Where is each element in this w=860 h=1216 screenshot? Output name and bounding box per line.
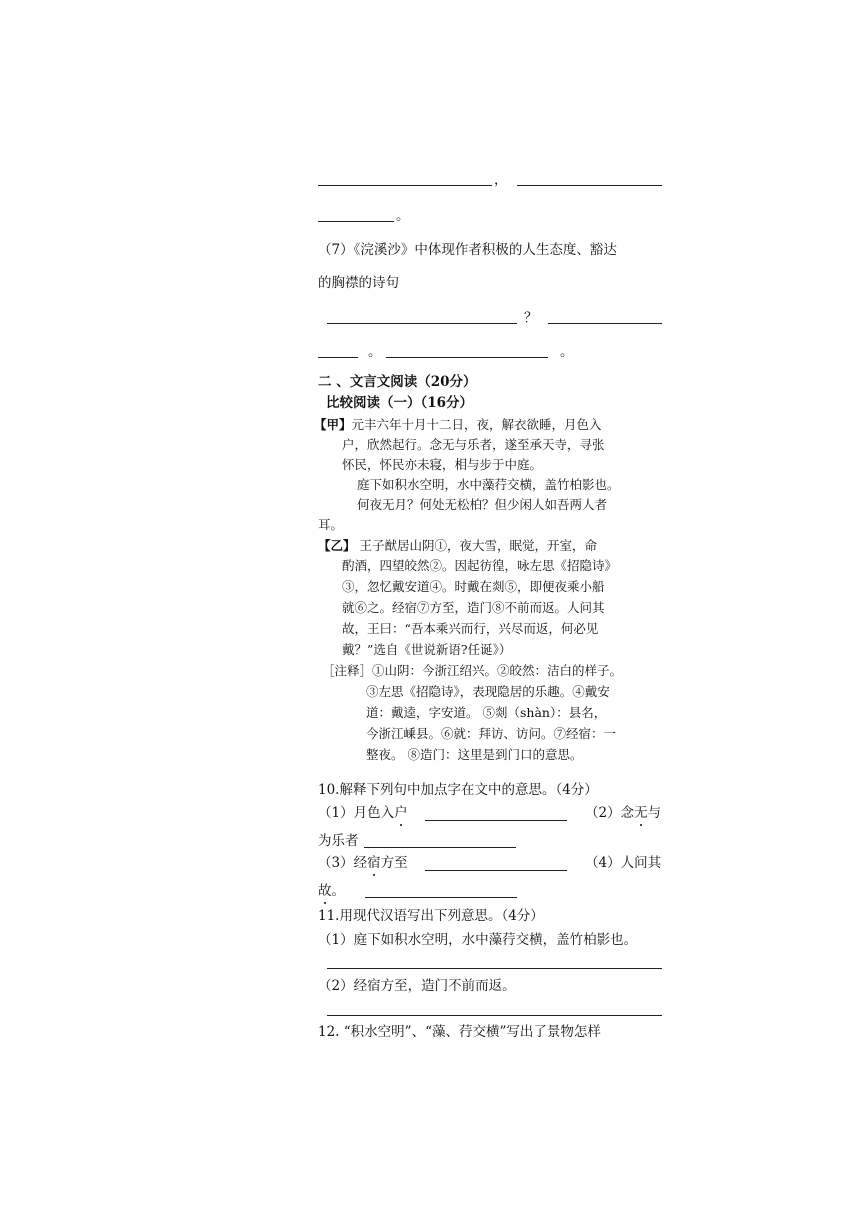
jia-line1 <box>314 415 602 433</box>
q10-item3-text: （3）经 <box>318 855 368 871</box>
period-mark: 。 <box>560 344 574 360</box>
answer-blank[interactable] <box>318 357 358 358</box>
answer-blank[interactable] <box>386 357 548 358</box>
notes-line2: ③左思《招隐诗》，表现隐居的乐趣。④戴安 <box>366 684 610 699</box>
q10-item4-text: 。 <box>331 883 345 899</box>
yi-text: 王子猷居山阴①，夜大雪，眠觉，开室，命 <box>355 538 597 553</box>
answer-blank[interactable] <box>548 323 662 324</box>
answer-blank[interactable] <box>365 897 517 898</box>
jia-tag: 【甲】 <box>314 417 352 432</box>
answer-blank[interactable] <box>318 221 394 222</box>
q11-item1: （1）庭下如积水空明，水中藻荇交横，盖竹柏影也。 <box>318 932 638 948</box>
notes-line1 <box>322 661 622 679</box>
period-mark: 。 <box>368 344 382 360</box>
answer-blank[interactable] <box>327 1015 662 1016</box>
q10-item2-text: （2）念 <box>585 805 635 821</box>
notes-line5: 整夜。 ⑧造门：这里是到门口的意思。 <box>366 747 583 762</box>
answer-blank[interactable] <box>327 323 517 324</box>
answer-blank[interactable] <box>517 185 662 186</box>
jia-line5: 何夜无月？何处无松柏？但少闲人如吾两人者 <box>357 497 608 512</box>
q10-item2 <box>585 803 661 824</box>
yi-line3: ③，忽忆戴安道④。时戴在剡⑤，即便夜乘小船 <box>342 579 605 594</box>
q11-item2: （2）经宿方至，造门不前而返。 <box>318 978 516 994</box>
answer-blank[interactable] <box>318 185 492 186</box>
q7-line2: 的胸襟的诗句 <box>318 275 399 291</box>
jia-line2: 户，欣然起行。念无与乐者，遂至承天寺，寻张 <box>342 437 605 452</box>
answer-blank[interactable] <box>425 870 567 871</box>
notes-line3: 道：戴逵，字安道。 ⑤剡（shàn）：县名， <box>366 705 607 720</box>
q7-line1: （7）《浣溪沙》中体现作者积极的人生态度、豁达 <box>318 242 617 258</box>
q12-line1: 12. “积水空明”、“藻、荇交横”写出了景物怎样 <box>318 1024 601 1040</box>
yi-line6: 戴？”选自《世说新语?任诞》） <box>342 642 512 657</box>
jia-line6: 耳。 <box>318 517 344 532</box>
yi-line5: 故，王曰：“吾本乘兴而行，兴尽而返，何必见 <box>342 621 599 636</box>
section-subtitle: 比较阅读（一）（16分） <box>326 395 474 411</box>
q10-item1-text: （1）月色入 <box>318 805 395 821</box>
period-mark: 。 <box>396 208 410 224</box>
q10-item3-text: 方至 <box>380 855 408 871</box>
q10-item3 <box>318 853 408 874</box>
q10-item1 <box>318 803 408 824</box>
yi-line2: 酌酒，四望皎然②。因起彷徨，咏左思《招隐诗》 <box>342 558 618 573</box>
q10-item2-text: 与 <box>647 805 662 821</box>
yi-line4: 就⑥之。经宿⑦方至，造门⑧不前而返。人问其 <box>342 600 605 615</box>
yi-line1 <box>318 536 597 554</box>
yi-tag: 【乙】 <box>318 538 356 553</box>
dotted-char: 宿 <box>367 855 381 871</box>
jia-text: 元丰六年十月十二日，夜，解衣欲睡，月色入 <box>351 417 602 432</box>
dotted-char: 无 <box>634 805 648 821</box>
dotted-char: 故 <box>318 883 332 899</box>
q10-item4 <box>585 853 661 874</box>
q10-item2-cont: 为乐者 <box>318 833 359 849</box>
question-mark: ？ <box>524 310 538 326</box>
notes-text: ①山阴：今浙江绍兴。②皎然：洁白的样子。 <box>372 663 623 678</box>
q10-title: 10.解释下列句中加点字在文中的意思。（4分） <box>318 782 598 798</box>
q11-title: 11.用现代汉语写出下列意思。（4分） <box>318 908 544 924</box>
dotted-char: 户 <box>394 805 408 821</box>
jia-line3: 怀民，怀民亦未寝，相与步于中庭。 <box>342 457 543 472</box>
q10-item4-text: （4）人问其 <box>585 855 662 871</box>
notes-line4: 今浙江嵊县。⑥就：拜访、访问。⑦经宿：一 <box>366 726 617 741</box>
q10-item4-cont <box>318 881 345 902</box>
comma-mark: ， <box>494 172 508 188</box>
answer-blank[interactable] <box>425 820 567 821</box>
section-title: 二 、文言文阅读（20分） <box>318 374 477 390</box>
notes-tag: ［注释］ <box>322 663 373 678</box>
jia-line4: 庭下如积水空明，水中藻荇交横，盖竹柏影也。 <box>357 477 620 492</box>
answer-blank[interactable] <box>364 847 516 848</box>
answer-blank[interactable] <box>327 968 662 969</box>
